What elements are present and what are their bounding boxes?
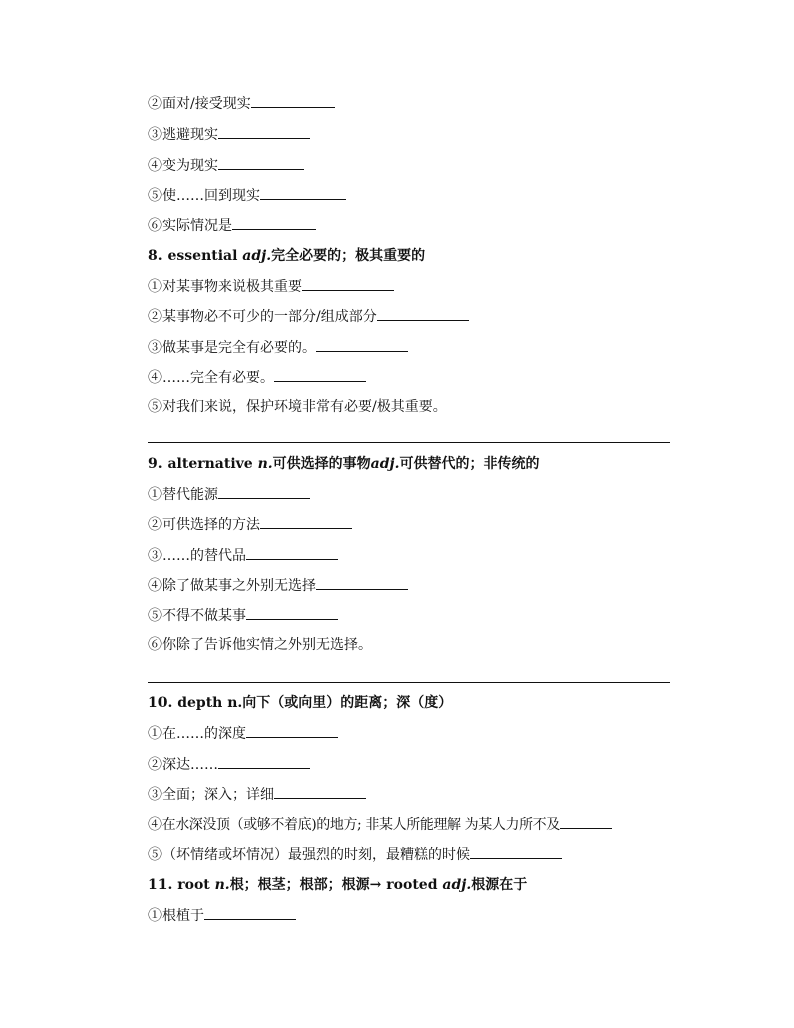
list-item [148,93,335,114]
list-item [148,814,612,835]
list-item [148,605,338,626]
answer-blank[interactable] [377,306,469,321]
heading-word: 8. essential [148,248,243,264]
answer-blank[interactable] [246,545,338,560]
item-text: ⑥你除了告诉他实情之外别无选择。 [148,637,372,653]
list-item [148,575,408,596]
item-text: ①对某事物来说极其重要 [148,279,302,295]
item-text: ③全面；深入；详细 [148,787,274,803]
heading-pos: adj. [242,248,272,264]
heading-text: 10. depth n.向下（或向里）的距离；深（度） [148,695,453,711]
answer-blank[interactable] [560,814,612,829]
list-item [148,306,469,327]
item-text: ⑤（坏情绪或坏情况）最强烈的时刻，最糟糕的时候 [148,847,470,863]
answer-blank[interactable] [302,276,394,291]
item-text: ③……的替代品 [148,548,246,564]
answer-blank[interactable] [260,514,352,529]
heading-meaning: 可供替代的；非传统的 [399,456,540,472]
answer-blank[interactable] [260,185,346,200]
list-item [148,155,304,176]
list-item [148,723,338,744]
section-heading-essential [148,246,425,266]
list-item [148,484,310,505]
item-text: ④……完全有必要。 [148,370,274,386]
item-text: ④除了做某事之外别无选择 [148,578,316,594]
heading-pos: adj. [442,877,472,893]
item-text: ①在……的深度 [148,726,246,742]
list-item [148,124,310,145]
section-heading-root [148,875,527,895]
answer-blank[interactable] [246,605,338,620]
item-text: ⑥实际情况是 [148,218,232,234]
answer-blank[interactable] [218,484,310,499]
heading-pos: n. [257,456,273,472]
item-text: ⑤不得不做某事 [148,608,246,624]
answer-blank[interactable] [246,723,338,738]
list-item [148,367,366,388]
section-heading-depth [148,693,452,713]
item-text: ①替代能源 [148,487,218,503]
answer-blank[interactable] [204,905,296,920]
answer-blank[interactable] [274,367,366,382]
list-item [148,545,338,566]
answer-blank[interactable] [232,215,316,230]
item-text: ②某事物必不可少的一部分/组成部分 [148,309,377,325]
list-item [148,185,346,206]
item-text: ③做某事是完全有必要的。 [148,340,316,356]
item-text: ④变为现实 [148,158,218,174]
list-item [148,905,296,926]
list-item [148,215,316,236]
item-text: ⑤使……回到现实 [148,188,260,204]
heading-word: 9. alternative [148,456,258,472]
heading-meaning: 可供选择的事物 [272,456,371,472]
heading-meaning: 完全必要的；极其重要的 [271,248,426,264]
heading-meaning: 根；根茎；根部；根源→ rooted [229,877,443,893]
answer-blank[interactable] [218,124,310,139]
heading-pos: adj. [370,456,400,472]
list-item [148,784,366,805]
answer-blank[interactable] [274,784,366,799]
item-text: ②面对/接受现实 [148,96,251,112]
list-item [148,635,372,655]
heading-pos: n. [214,877,230,893]
item-text: ②可供选择的方法 [148,517,260,533]
item-text: ②深达…… [148,757,218,773]
list-item [148,754,310,775]
answer-line[interactable] [148,682,670,683]
heading-meaning: 根源在于 [471,877,528,893]
list-item [148,337,408,358]
list-item [148,844,562,865]
answer-blank[interactable] [470,844,562,859]
list-item [148,276,394,297]
answer-blank[interactable] [316,337,408,352]
item-text: ⑤对我们来说，保护环境非常有必要/极其重要。 [148,399,447,415]
section-heading-alternative [148,454,539,474]
item-text: ①根植于 [148,908,204,924]
list-item [148,397,447,417]
heading-word: 11. root [148,877,215,893]
answer-line[interactable] [148,442,670,443]
answer-blank[interactable] [316,575,408,590]
answer-blank[interactable] [218,155,304,170]
item-text: ③逃避现实 [148,127,218,143]
answer-blank[interactable] [218,754,310,769]
answer-blank[interactable] [251,93,335,108]
item-text: ④在水深没顶（或够不着底)的地方; 非某人所能理解 为某人力所不及 [148,817,560,833]
list-item [148,514,352,535]
